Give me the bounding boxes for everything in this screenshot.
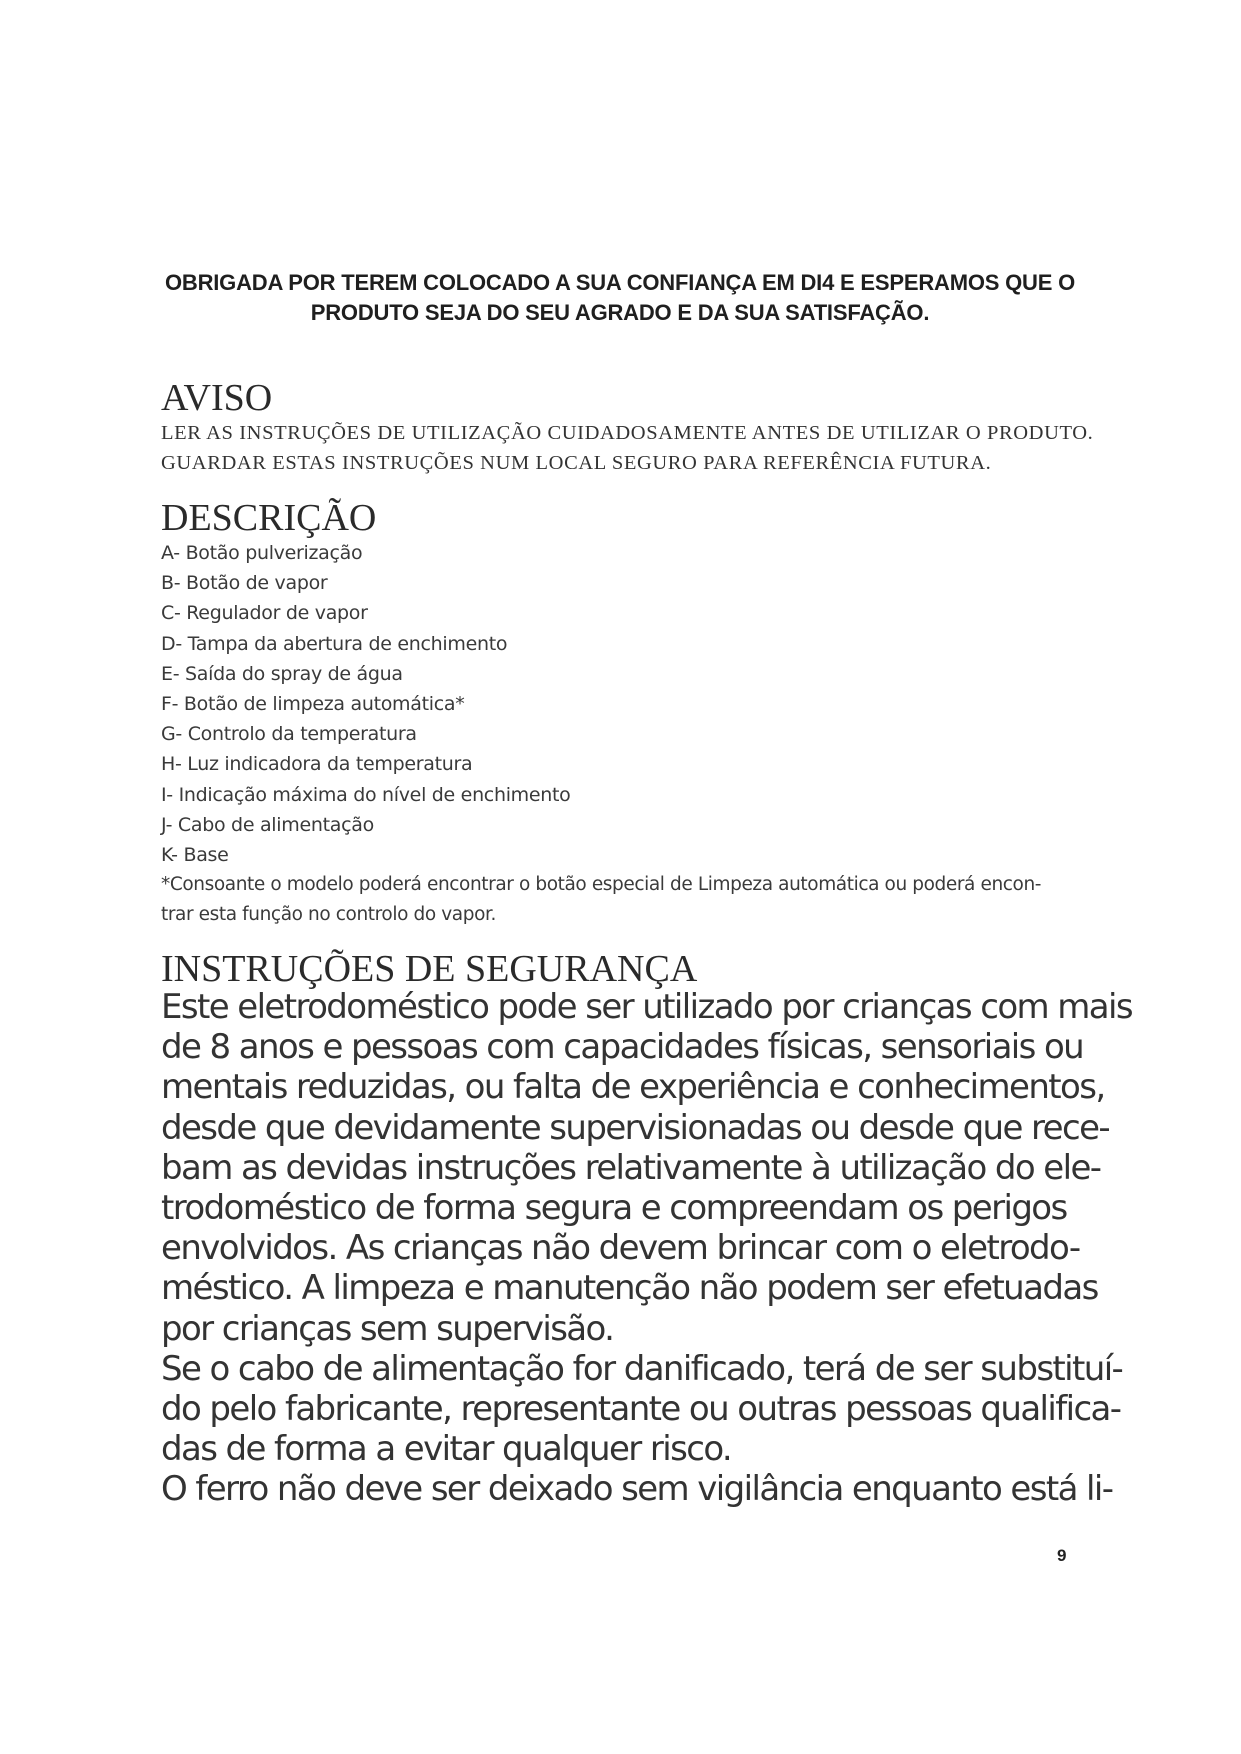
aviso-line-1: LER AS INSTRUÇÕES DE UTILIZAÇÃO CUIDADOSAMENTE ANTES DE UTILIZAR O PRODUTO.: [161, 422, 1094, 444]
text-line: de 8 anos e pessoas com capacidades físicas, sensoriais ou: [161, 1027, 1084, 1068]
list-item: K- Base: [161, 844, 229, 867]
list-item: E- Saída do spray de água: [161, 662, 403, 685]
list-item: H- Luz indicadora da temperatura: [161, 753, 473, 776]
text-line: desde que devidamente supervisionadas ou desde que rece-: [161, 1107, 1110, 1148]
list-item: D- Tampa da abertura de enchimento: [161, 632, 508, 655]
footnote-line-1: *Consoante o modelo poderá encontrar o botão especial de Limpeza automática ou poderá encon-: [161, 874, 1042, 895]
thank-you-line-2: PRODUTO SEJA DO SEU AGRADO E DA SUA SATISFAÇÃO.: [310, 300, 930, 325]
text-line: das de forma a evitar qualquer risco.: [161, 1429, 732, 1470]
text-line: do pelo fabricante, representante ou outras pessoas qualifica-: [161, 1389, 1121, 1430]
seguranca-text: [161, 987, 1132, 1510]
text-line: mentais reduzidas, ou falta de experiência e conhecimentos,: [161, 1067, 1105, 1108]
footnote-line-2: trar esta função no controlo do vapor.: [161, 904, 496, 925]
text-line: méstico. A limpeza e manutenção não podem ser efetuadas: [161, 1268, 1098, 1309]
list-item: J- Cabo de alimentação: [161, 813, 374, 836]
text-line: Este eletrodoméstico pode ser utilizado por crianças com mais: [161, 987, 1132, 1027]
page-number: 9: [1057, 1546, 1067, 1565]
list-item: B- Botão de vapor: [161, 572, 328, 595]
thank-you-message: [150, 268, 1090, 328]
text-line: O ferro não deve ser deixado sem vigilância enquanto está li-: [161, 1469, 1113, 1510]
text-line: por crianças sem supervisão.: [161, 1308, 614, 1349]
thank-you-line-1: OBRIGADA POR TEREM COLOCADO A SUA CONFIANÇA EM DI4 E ESPERAMOS QUE O: [164, 270, 1076, 295]
descricao-heading: DESCRIÇÃO: [161, 497, 377, 539]
list-item: I- Indicação máxima do nível de enchimento: [161, 783, 571, 806]
aviso-text: [161, 418, 1211, 478]
aviso-heading: AVISO: [161, 377, 273, 419]
text-line: Se o cabo de alimentação for danificado, terá de ser substituí-: [161, 1348, 1123, 1389]
seguranca-heading: INSTRUÇÕES DE SEGURANÇA: [161, 948, 698, 990]
text-line: envolvidos. As crianças não devem brincar com o eletrodo-: [161, 1228, 1080, 1269]
list-item: G- Controlo da temperatura: [161, 723, 417, 746]
text-line: bam as devidas instruções relativamente à utilização do ele-: [161, 1147, 1101, 1188]
descricao-list: [161, 538, 1081, 870]
list-item: A- Botão pulverização: [161, 542, 363, 564]
list-item: C- Regulador de vapor: [161, 602, 368, 625]
descricao-footnote: [161, 870, 1081, 930]
aviso-line-2: GUARDAR ESTAS INSTRUÇÕES NUM LOCAL SEGURO PARA REFERÊNCIA FUTURA.: [161, 452, 992, 474]
list-item: F- Botão de limpeza automática*: [161, 693, 465, 716]
text-line: trodoméstico de forma segura e compreendam os perigos: [161, 1188, 1067, 1229]
